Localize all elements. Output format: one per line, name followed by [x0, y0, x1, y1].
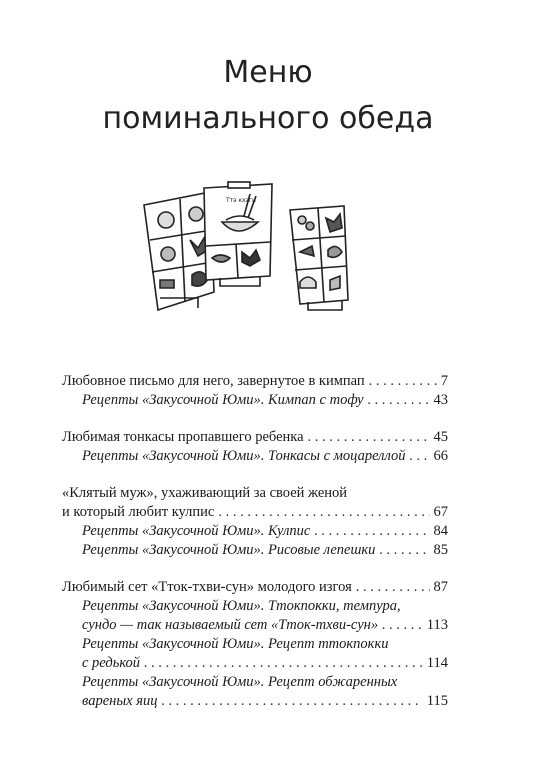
dot-leader	[308, 428, 430, 447]
title-line-1: Меню	[223, 55, 313, 90]
toc-subentry-text-line: Рецепты «Закусочной Юми». Ттокпокки, темпура,	[82, 598, 401, 614]
toc-entry-title: с редькой	[82, 655, 141, 671]
dot-leader	[314, 522, 429, 541]
toc-page-number: 66	[433, 448, 448, 464]
menu-boards-illustration	[140, 180, 380, 325]
toc-subentry[interactable]	[62, 541, 448, 560]
title-line-2: поминального обеда	[102, 101, 434, 136]
toc-entry[interactable]	[62, 372, 448, 391]
toc-entry-title: Рецепты «Закусочной Юми». Кулпис	[82, 523, 311, 539]
table-of-contents	[62, 372, 448, 729]
toc-subentry[interactable]	[62, 522, 448, 541]
board-caption: Ттэ кхэги	[226, 197, 256, 204]
toc-entry-title: Рецепты «Закусочной Юми». Кимпап с тофу	[82, 392, 364, 408]
toc-subentry[interactable]	[62, 391, 448, 410]
toc-subentry[interactable]	[62, 447, 448, 466]
toc-entry-title: Любимая тонкасы пропавшего ребенка	[62, 429, 304, 445]
toc-group	[62, 484, 448, 560]
dot-leader	[144, 654, 423, 673]
toc-entry-title: Любовное письмо для него, завернутое в кимпап	[62, 373, 365, 389]
toc-page-number: 67	[433, 504, 448, 520]
toc-entry-title: и который любит кулпис	[62, 504, 215, 520]
toc-page-number: 115	[426, 693, 448, 709]
toc-entry[interactable]	[62, 428, 448, 447]
toc-page-number: 7	[440, 373, 448, 389]
toc-subentry[interactable]	[62, 616, 448, 635]
page-title	[0, 50, 536, 142]
toc-group	[62, 372, 448, 410]
toc-page-number: 43	[433, 392, 448, 408]
toc-page-number: 114	[426, 655, 448, 671]
toc-subentry[interactable]	[62, 654, 448, 673]
dot-leader	[356, 578, 430, 597]
toc-subentry-text-line: Рецепты «Закусочной Юми». Рецепт обжаренных	[82, 674, 398, 690]
dot-leader	[369, 372, 437, 391]
dot-leader	[382, 616, 423, 635]
toc-entry-title: Рецепты «Закусочной Юми». Тонкасы с моцареллой	[82, 448, 406, 464]
dot-leader	[161, 692, 422, 711]
toc-subentry-text-line: Рецепты «Закусочной Юми». Рецепт ттокпокки	[82, 636, 389, 652]
toc-entry-title: Любимый сет «Тток-тхви-сун» молодого изгоя	[62, 579, 352, 595]
toc-entry-title: Рецепты «Закусочной Юми». Рисовые лепешки	[82, 542, 376, 558]
toc-entry-title: сундо — так называемый сет «Тток-тхви-сун»	[82, 617, 379, 633]
toc-entry-title: вареных яиц	[82, 693, 158, 709]
dot-leader	[409, 447, 429, 466]
dot-leader	[218, 503, 429, 522]
toc-subentry[interactable]	[62, 692, 448, 711]
toc-group	[62, 428, 448, 466]
toc-page-number: 45	[433, 429, 448, 445]
toc-entry[interactable]	[62, 578, 448, 597]
toc-page-number: 84	[433, 523, 448, 539]
toc-group	[62, 578, 448, 711]
toc-entry[interactable]	[62, 503, 448, 522]
toc-page-number: 87	[433, 579, 448, 595]
toc-page-number: 85	[433, 542, 448, 558]
toc-page-number: 113	[426, 617, 448, 633]
dot-leader	[379, 541, 429, 560]
toc-entry-text-line: «Клятый муж», ухаживающий за своей женой	[62, 485, 348, 501]
dot-leader	[368, 391, 430, 410]
